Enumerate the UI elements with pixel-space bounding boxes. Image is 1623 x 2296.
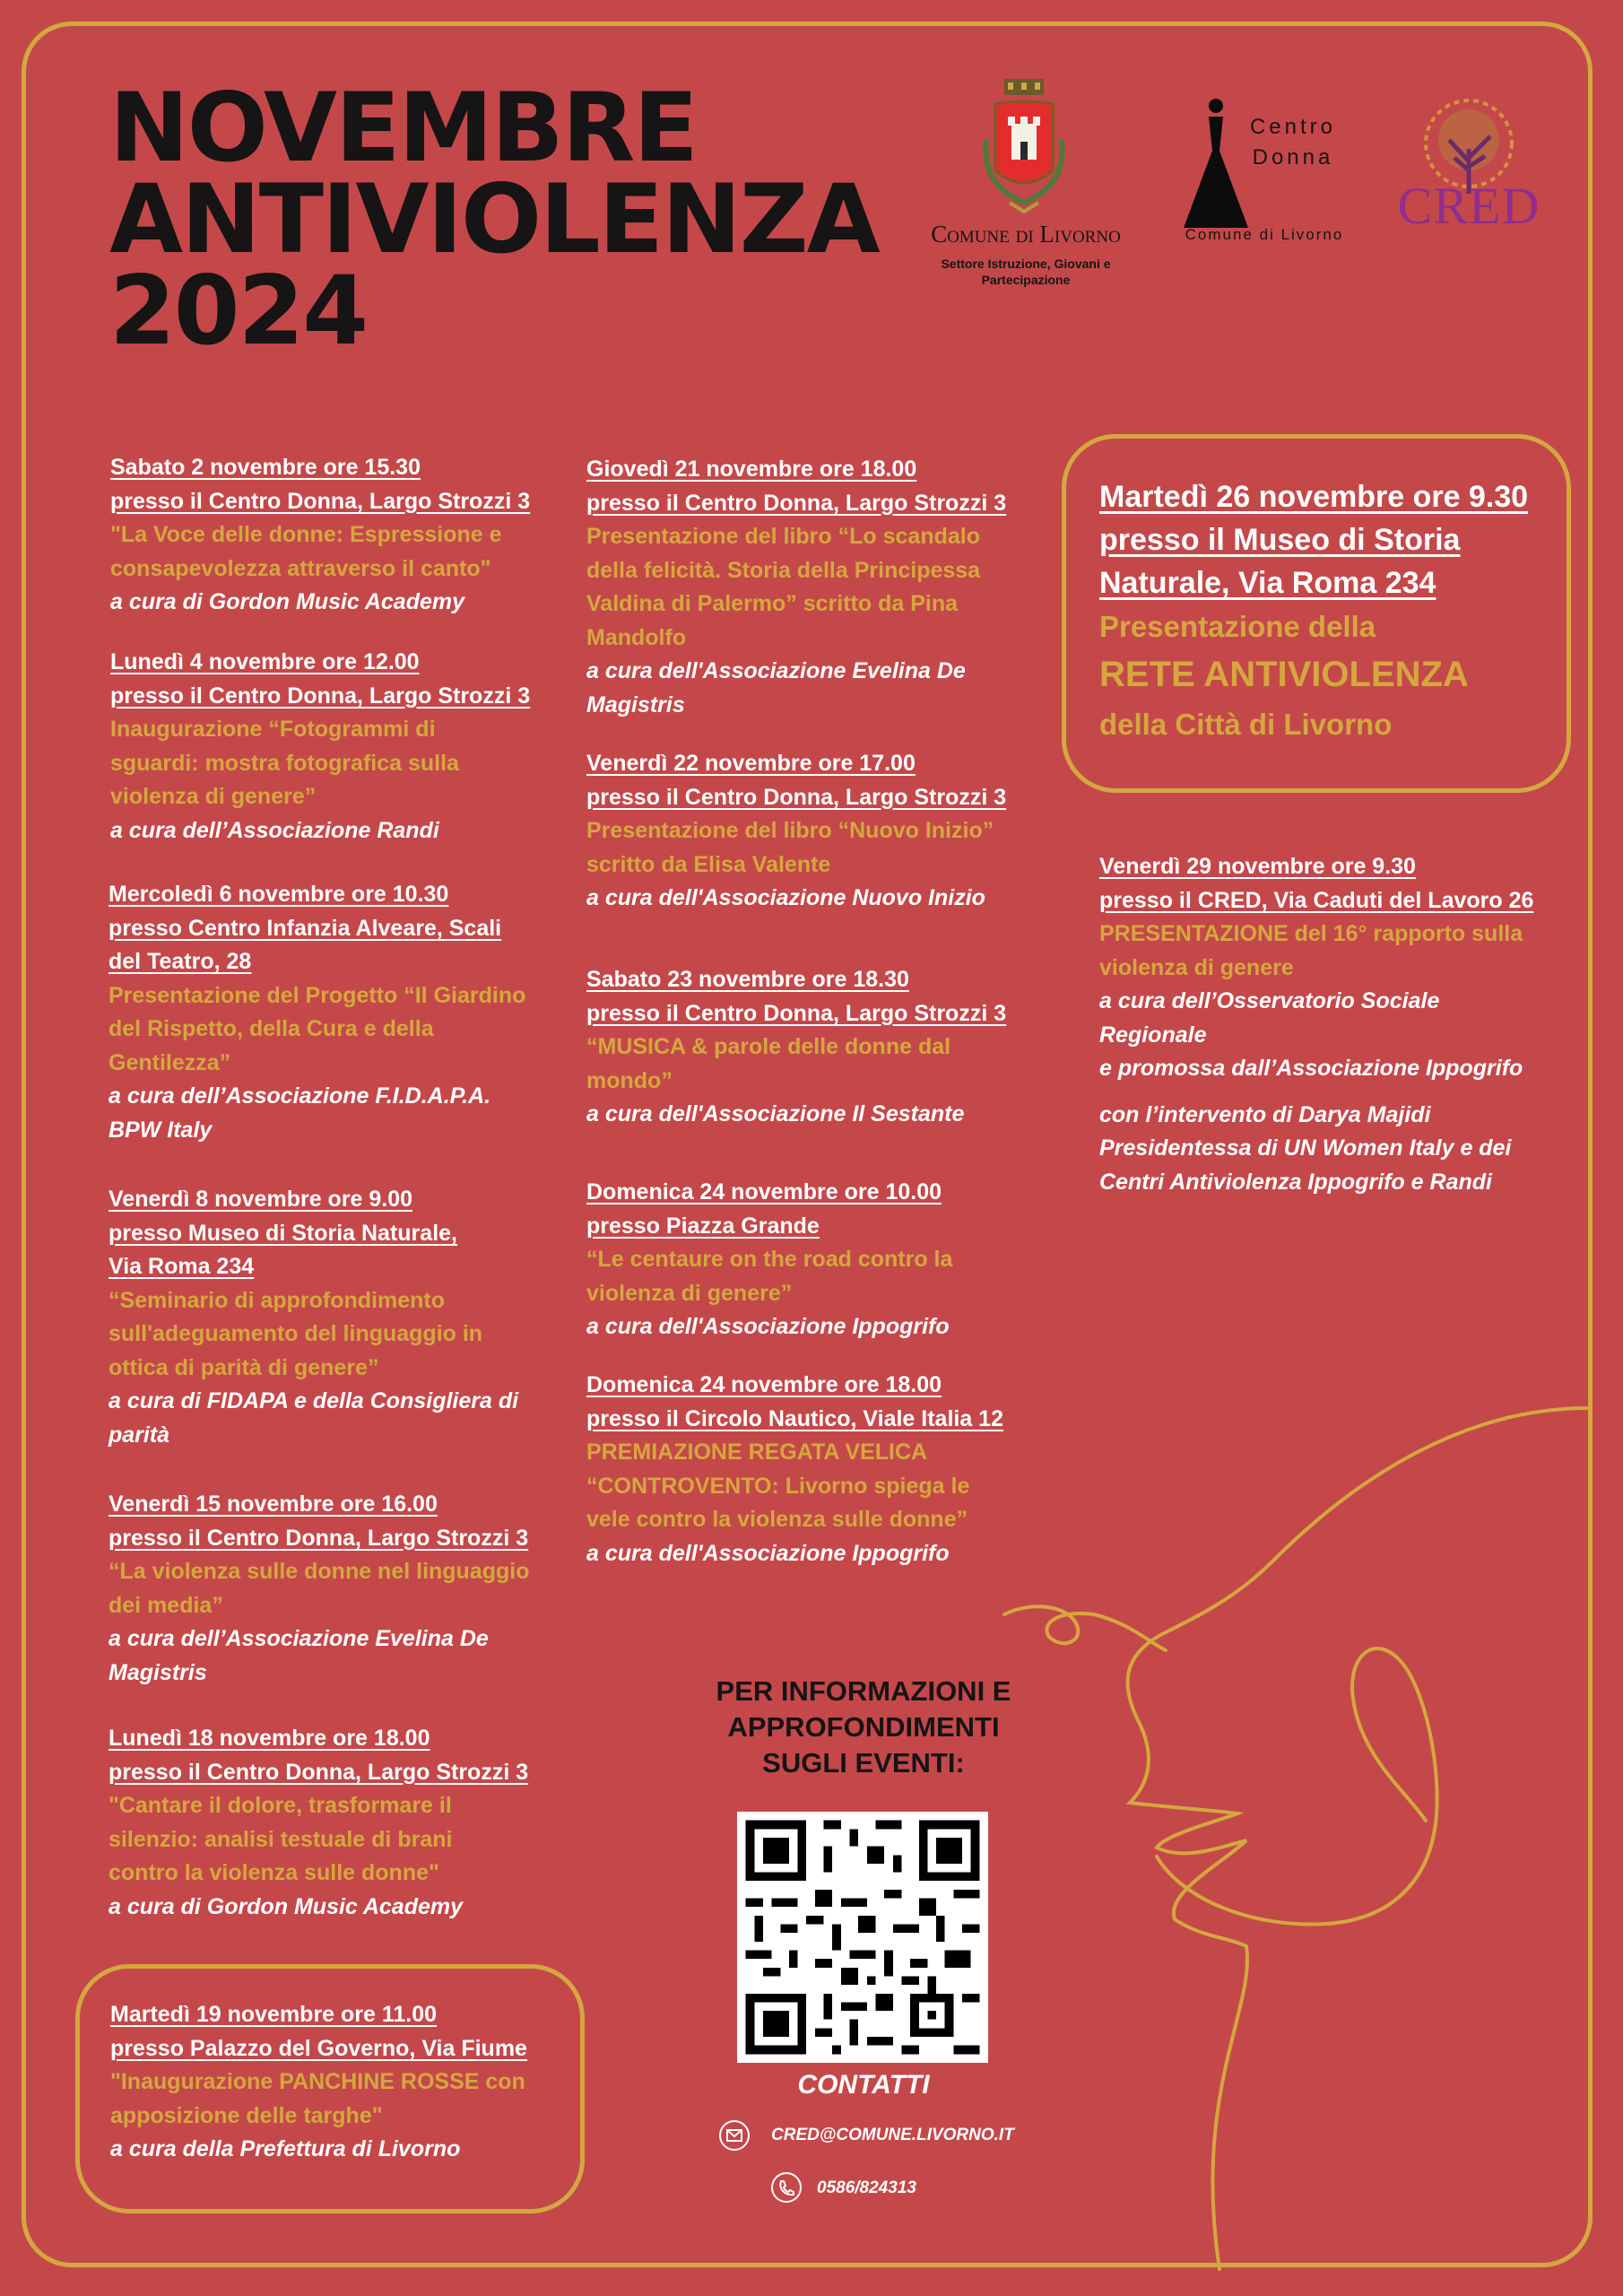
event-organizer: a cura di Gordon Music Academy bbox=[108, 1893, 464, 1919]
info-heading bbox=[699, 1674, 1028, 1781]
highlight-pre: Presentazione della bbox=[1099, 610, 1376, 643]
qr-code-graphic bbox=[737, 1812, 988, 2063]
event-date: Mercoledì 6 novembre ore 10.30 bbox=[108, 882, 449, 907]
event-desc: Presentazione del libro “Nuovo Inizio” bbox=[586, 818, 994, 843]
event-desc: sull'adeguamento del linguaggio in bbox=[108, 1321, 483, 1346]
title-line-2: ANTIVIOLENZA bbox=[109, 164, 879, 274]
info-line: PER INFORMAZIONI E bbox=[716, 1675, 1011, 1707]
event-desc: Mandolfo bbox=[586, 624, 687, 650]
event-date: Lunedì 18 novembre ore 18.00 bbox=[108, 1726, 430, 1751]
event-date: Venerdì 29 novembre ore 9.30 bbox=[1099, 854, 1416, 879]
event-desc: Valdina di Palermo” scritto da Pina bbox=[586, 591, 959, 616]
event-place: presso il Centro Donna, Largo Strozzi 3 bbox=[110, 683, 531, 709]
event-desc: “CONTROVENTO: Livorno spiega le bbox=[586, 1473, 970, 1499]
info-line: SUGLI EVENTI: bbox=[762, 1747, 965, 1779]
highlight-main: RETE ANTIVIOLENZA bbox=[1099, 655, 1469, 694]
event-date: Venerdì 8 novembre ore 9.00 bbox=[108, 1187, 413, 1212]
event-place: presso il CRED, Via Caduti del Lavoro 26 bbox=[1099, 887, 1534, 913]
event-date: Sabato 23 novembre ore 18.30 bbox=[586, 967, 909, 992]
event-organizer: a cura dell'Associazione Il Sestante bbox=[586, 1101, 965, 1126]
event-desc: della felicità. Storia della Principessa bbox=[586, 557, 981, 583]
event-desc: violenza di genere” bbox=[110, 784, 317, 809]
event-organizer: Magistris bbox=[108, 1659, 207, 1685]
event-desc: sguardi: mostra fotografica sulla bbox=[110, 750, 459, 776]
event-organizer: a cura di Gordon Music Academy bbox=[110, 589, 465, 614]
event-place: presso il Centro Donna, Largo Strozzi 3 bbox=[108, 1759, 529, 1785]
event-organizer: a cura dell'Associazione Evelina De bbox=[586, 658, 966, 683]
highlight-place: presso il Museo di Storia bbox=[1099, 523, 1461, 557]
event-date: Venerdì 15 novembre ore 16.00 bbox=[108, 1492, 438, 1517]
event-place: presso Palazzo del Governo, Via Fiume bbox=[110, 2035, 527, 2061]
event-place: presso il Centro Donna, Largo Strozzi 3 bbox=[586, 490, 1007, 516]
comune-sector-line-2: Partecipazione bbox=[981, 273, 1071, 287]
phone-number[interactable]: 0586/824313 bbox=[817, 2179, 916, 2197]
event-desc: Inaugurazione “Fotogrammi di bbox=[110, 717, 436, 742]
event-desc: del Rispetto, della Cura e della bbox=[108, 1016, 434, 1041]
event-organizer: a cura dell’Associazione F.I.D.A.P.A. bbox=[108, 1083, 491, 1109]
event-desc: contro la violenza sulle donne" bbox=[108, 1860, 439, 1885]
event-organizer: Regionale bbox=[1099, 1022, 1207, 1048]
event-desc: “La violenza sulle donne nel linguaggio bbox=[108, 1559, 530, 1584]
event-desc: scritto da Elisa Valente bbox=[586, 851, 831, 877]
event-place: presso il Centro Donna, Largo Strozzi 3 bbox=[110, 488, 531, 514]
centro-donna-line-1: Centro bbox=[1249, 115, 1337, 139]
event-date: Giovedì 21 novembre ore 18.00 bbox=[586, 457, 917, 482]
event-desc: mondo” bbox=[586, 1067, 673, 1093]
highlight-post: della Città di Livorno bbox=[1099, 708, 1393, 741]
centro-donna-line-2: Donna bbox=[1252, 145, 1334, 170]
highlight-date: Martedì 26 novembre ore 9.30 bbox=[1099, 480, 1529, 514]
event-date: Venerdì 22 novembre ore 17.00 bbox=[586, 751, 916, 776]
event-organizer: e promossa dall’Associazione Ippogrifo bbox=[1099, 1056, 1523, 1081]
event-place: presso il Circolo Nautico, Viale Italia 12 bbox=[586, 1405, 1003, 1431]
event-organizer: a cura della Prefettura di Livorno bbox=[110, 2136, 461, 2161]
event-place: presso il Centro Donna, Largo Strozzi 3 bbox=[586, 1000, 1007, 1026]
event-desc: PREMIAZIONE REGATA VELICA bbox=[586, 1439, 928, 1465]
event-place: presso Centro Infanzia Alveare, Scali bbox=[108, 915, 502, 941]
highlight-place: Naturale, Via Roma 234 bbox=[1099, 566, 1436, 600]
event-date: Domenica 24 novembre ore 10.00 bbox=[586, 1179, 942, 1205]
event-desc: "Inaugurazione PANCHINE ROSSE con bbox=[110, 2069, 525, 2094]
event-desc: Presentazione del libro “Lo scandalo bbox=[586, 524, 980, 549]
event-guest: Centri Antiviolenza Ippogrifo e Randi bbox=[1099, 1169, 1492, 1195]
email-link[interactable]: CRED@COMUNE.LIVORNO.IT bbox=[771, 2126, 1014, 2144]
event-desc: “Seminario di approfondimento bbox=[108, 1287, 446, 1313]
event-desc: consapevolezza attraverso il canto" bbox=[110, 555, 491, 581]
event-organizer: a cura dell'Associazione Ippogrifo bbox=[586, 1314, 950, 1339]
event-desc: Gentilezza” bbox=[108, 1049, 231, 1075]
event-date: Domenica 24 novembre ore 18.00 bbox=[586, 1372, 942, 1397]
event-desc: violenza di genere bbox=[1099, 954, 1294, 980]
qr-code[interactable] bbox=[737, 1812, 988, 2063]
contacts-heading: CONTATTI bbox=[797, 2070, 930, 2100]
event-desc: “MUSICA & parole delle donne dal bbox=[586, 1034, 951, 1059]
event-organizer: a cura dell’Associazione Evelina De bbox=[108, 1626, 489, 1651]
phone-icon bbox=[771, 2172, 802, 2203]
event-desc: "Cantare il dolore, trasformare il bbox=[108, 1793, 452, 1818]
event-place: Via Roma 234 bbox=[108, 1254, 255, 1279]
info-line: APPROFONDIMENTI bbox=[727, 1711, 1000, 1743]
event-place: presso il Centro Donna, Largo Strozzi 3 bbox=[586, 784, 1007, 810]
event-desc: "La Voce delle donne: Espressione e bbox=[110, 522, 502, 547]
comune-sector-line-1: Settore Istruzione, Giovani e bbox=[941, 257, 1111, 271]
event-place: presso Museo di Storia Naturale, bbox=[108, 1220, 457, 1246]
event-organizer: a cura dell'Associazione Nuovo Inizio bbox=[586, 885, 985, 910]
event-organizer: parità bbox=[108, 1422, 170, 1448]
event-desc: “Le centaure on the road contro la bbox=[586, 1247, 953, 1272]
event-date: Martedì 19 novembre ore 11.00 bbox=[110, 2002, 438, 2027]
event-organizer: a cura dell’Associazione Randi bbox=[110, 817, 439, 843]
event-desc: apposizione delle targhe" bbox=[110, 2102, 383, 2128]
event-date: Sabato 2 novembre ore 15.30 bbox=[110, 455, 421, 480]
event-desc: Presentazione del Progetto “Il Giardino bbox=[108, 982, 526, 1008]
event-organizer: Magistris bbox=[586, 691, 685, 718]
event-desc: silenzio: analisi testuale di brani bbox=[108, 1826, 453, 1852]
event-desc: dei media” bbox=[108, 1592, 223, 1618]
title-line-3: 2024 bbox=[109, 256, 368, 366]
event-guest: con l’intervento di Darya Majidi bbox=[1099, 1101, 1431, 1127]
event-place: presso il Centro Donna, Largo Strozzi 3 bbox=[108, 1525, 529, 1551]
event-organizer: a cura dell'Associazione Ippogrifo bbox=[586, 1540, 950, 1566]
mail-icon bbox=[719, 2120, 750, 2151]
event-desc: violenza di genere” bbox=[586, 1280, 793, 1306]
event-organizer: a cura dell’Osservatorio Sociale bbox=[1099, 988, 1440, 1013]
event-place: presso Piazza Grande bbox=[586, 1213, 820, 1239]
event-desc: vele contro la violenza sulle donne” bbox=[586, 1507, 968, 1532]
event-organizer: BPW Italy bbox=[108, 1117, 213, 1143]
event-place: del Teatro, 28 bbox=[108, 949, 252, 974]
event-desc: PRESENTAZIONE del 16° rapporto sulla bbox=[1099, 921, 1523, 946]
cred-name: CRED bbox=[1397, 177, 1541, 235]
title-line-1: NOVEMBRE bbox=[109, 73, 697, 183]
event-organizer: a cura di FIDAPA e della Consigliera di bbox=[108, 1388, 519, 1413]
event-guest: Presidentessa di UN Women Italy e dei bbox=[1099, 1135, 1512, 1161]
event-date: Lunedì 4 novembre ore 12.00 bbox=[110, 649, 420, 674]
event-desc: ottica di parità di genere” bbox=[108, 1354, 379, 1380]
centro-donna-sub: Comune di Livorno bbox=[1185, 226, 1344, 243]
comune-name: Comune di Livorno bbox=[931, 221, 1121, 248]
